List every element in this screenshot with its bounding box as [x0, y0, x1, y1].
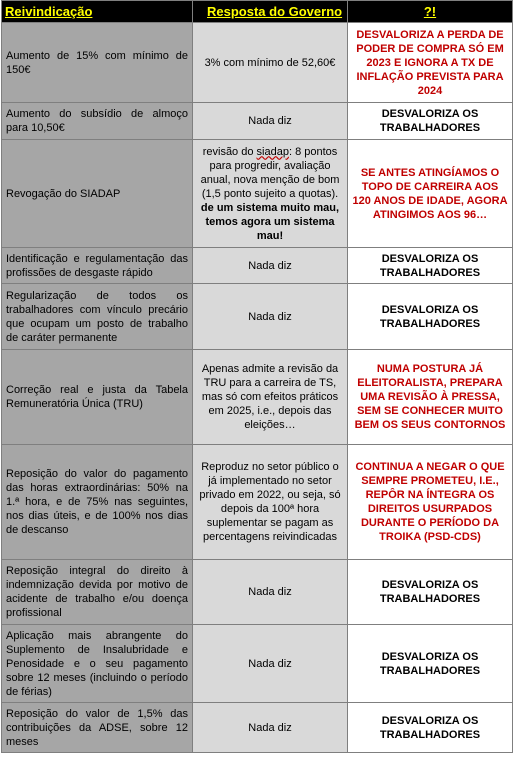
header-government-response: Resposta do Governo — [193, 1, 348, 23]
response-cell: 3% com mínimo de 52,60€ — [193, 23, 348, 103]
demand-cell: Reposição integral do direito à indemnização devida por motivo de acidente de trabalho e/ou doença profissional — [2, 560, 193, 625]
response-cell: Nada diz — [193, 625, 348, 703]
table-row — [2, 284, 513, 350]
table-row — [2, 625, 513, 703]
table-header-row — [2, 1, 513, 23]
response-cell: Nada diz — [193, 560, 348, 625]
demand-cell: Aumento de 15% com mínimo de 150€ — [2, 23, 193, 103]
table-row — [2, 248, 513, 284]
demands-table — [1, 0, 513, 753]
header-demand: Reivindicação — [2, 1, 193, 23]
demand-cell: Aumento do subsídio de almoço para 10,50€ — [2, 103, 193, 140]
response-cell: Nada diz — [193, 284, 348, 350]
demand-cell: Reposição do valor de 1,5% das contribuições da ADSE, sobre 12 meses — [2, 703, 193, 753]
demand-cell: Identificação e regulamentação das profissões de desgaste rápido — [2, 248, 193, 284]
demand-cell: Regularização de todos os trabalhadores com vínculo precário que ocupam um posto de trabalho de caráter permanente — [2, 284, 193, 350]
table-row — [2, 445, 513, 560]
response-cell: Nada diz — [193, 248, 348, 284]
table-row — [2, 350, 513, 445]
table-row — [2, 703, 513, 753]
response-cell — [193, 140, 348, 248]
response-text-emphasis: de um sistema muito mau, temos agora um sistema mau! — [200, 201, 340, 242]
table-row — [2, 140, 513, 248]
response-cell: Apenas admite a revisão da TRU para a carreira de TS, mas só com efeitos práticos em 2025, i.e., depois das eleições… — [193, 350, 348, 445]
response-cell: Nada diz — [193, 103, 348, 140]
demand-cell: Reposição do valor do pagamento das horas extraordinárias: 50% na 1.ª hora, e de 75% nas seguintes, nos dias úteis, e de 100% nos dias de descanso — [2, 445, 193, 560]
comment-cell: SE ANTES ATINGÍAMOS O TOPO DE CARREIRA AOS 120 ANOS DE IDADE, AGORA ATINGIMOS AOS 96… — [348, 140, 513, 248]
comment-cell: DESVALORIZA OS TRABALHADORES — [348, 703, 513, 753]
response-text-siadap: siadap — [256, 145, 289, 158]
comment-cell: DESVALORIZA OS TRABALHADORES — [348, 625, 513, 703]
demand-cell: Correção real e justa da Tabela Remuneratória Única (TRU) — [2, 350, 193, 445]
table-row — [2, 560, 513, 625]
demand-cell: Revogação do SIADAP — [2, 140, 193, 248]
demand-cell: Aplicação mais abrangente do Suplemento de Insalubridade e Penosidade e o seu pagamento sobre 12 meses (incluindo o período de férias) — [2, 625, 193, 703]
response-cell: Reproduz no setor público o já implementado no setor privado em 2022, ou seja, só depois da 100ª hora suplementar se pagam as percentagens reivindicadas — [193, 445, 348, 560]
comment-cell: DESVALORIZA A PERDA DE PODER DE COMPRA SÓ EM 2023 E IGNORA A TX DE INFLAÇÃO PREVISTA PARA 2024 — [348, 23, 513, 103]
comment-cell: CONTINUA A NEGAR O QUE SEMPRE PROMETEU, I.E., REPÔR NA ÍNTEGRA OS DIREITOS USURPADOS DURANTE O PERÍODO DA TROIKA (PSD-CDS) — [348, 445, 513, 560]
comment-cell: NUMA POSTURA JÁ ELEITORALISTA, PREPARA UMA REVISÃO À PRESSA, SEM SE CONHECER MUITO BEM OS SEUS CONTORNOS — [348, 350, 513, 445]
response-cell: Nada diz — [193, 703, 348, 753]
comment-cell: DESVALORIZA OS TRABALHADORES — [348, 560, 513, 625]
comment-cell: DESVALORIZA OS TRABALHADORES — [348, 248, 513, 284]
header-comment: ?! — [348, 1, 513, 23]
comment-cell: DESVALORIZA OS TRABALHADORES — [348, 284, 513, 350]
response-text-start: revisão do — [202, 145, 257, 158]
comment-cell: DESVALORIZA OS TRABALHADORES — [348, 103, 513, 140]
response-text-rest: : 8 pontos para progredir, avaliação anual, nova menção de bom (1,5 ponto sujeito a quotas). — [200, 145, 340, 200]
table-row — [2, 103, 513, 140]
table-row — [2, 23, 513, 103]
